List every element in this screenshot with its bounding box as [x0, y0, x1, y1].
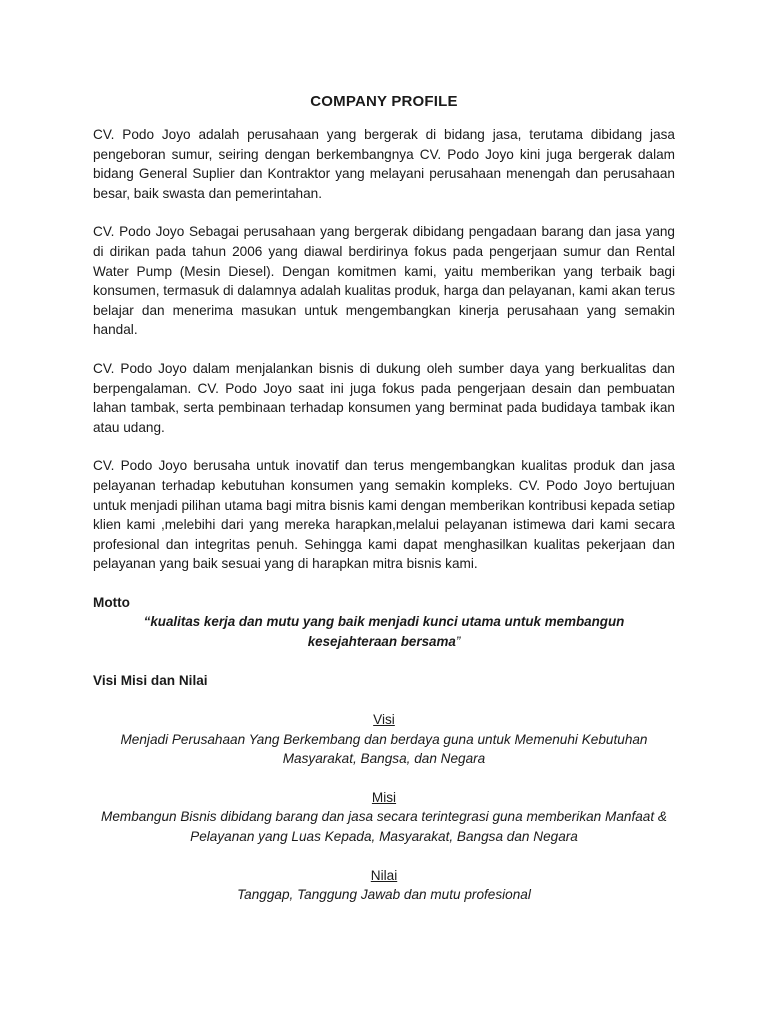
misi-block — [93, 788, 675, 847]
visi-label: Visi — [373, 712, 395, 728]
vmn-heading: Visi Misi dan Nilai — [93, 673, 208, 689]
motto-open-quote: “ — [143, 614, 151, 630]
motto-close-quote: ” — [455, 634, 461, 650]
paragraph-goals: CV. Podo Joyo berusaha untuk inovatif dan terus mengembangkan kualitas produk dan jasa pelayanan terhadap kebutuhan konsumen yang semakin kompleks. CV. Podo Joyo bertujuan untuk menjadi pilihan utama bagi mitra bisnis kami dengan memberikan kontribusi kepada setiap klien kami ,melebihi dari yang mereka harapkan,melalui pelayanan istimewa dari kami secara profesional dan integritas penuh. Sehingga kami dapat menghasilkan kualitas pekerjaan dan pelayanan yang baik sesuai yang di harapkan mitra bisnis kami. — [93, 458, 675, 572]
paragraph-resources: CV. Podo Joyo dalam menjalankan bisnis di dukung oleh sumber daya yang berkualitas dan berpengalaman. CV. Podo Joyo saat ini juga fokus pada pengerjaan desain dan pembuatan lahan tambak, serta pembinaan terhadap konsumen yang berminat pada budidaya tambak ikan atau udang. — [93, 360, 675, 435]
paragraph-intro: CV. Podo Joyo adalah perusahaan yang bergerak di bidang jasa, terutama dibidang jasa pengeboran sumur, seiring dengan berkembangnya CV. Podo Joyo kini juga bergerak dalam bidang General Suplier dan Kontraktor yang melayani perusahaan menengah dan perusahaan besar, baik swasta dan pemerintahan. — [93, 127, 675, 201]
nilai-text: Tanggap, Tanggung Jawab dan mutu profesional — [237, 887, 531, 903]
document-page — [93, 92, 675, 924]
misi-text: Membangun Bisnis dibidang barang dan jasa secara terintegrasi guna memberikan Manfaat & Pelayanan yang Luas Kepada, Masyarakat, Bangsa dan Negara — [101, 809, 667, 845]
nilai-label: Nilai — [370, 867, 398, 883]
visi-block — [93, 710, 675, 769]
motto-heading: Motto — [93, 594, 130, 610]
visi-text: Menjadi Perusahaan Yang Berkembang dan berdaya guna untuk Memenuhi Kebutuhan Masyarakat, Bangsa, dan Negara — [120, 731, 648, 767]
misi-label: Misi — [371, 789, 397, 805]
nilai-block — [93, 866, 675, 905]
motto-text: kualitas kerja dan mutu yang baik menjadi kunci utama untuk membangun kesejahteraan bersama — [150, 614, 625, 650]
motto-text-block — [93, 612, 675, 652]
page-title: COMPANY PROFILE — [310, 93, 458, 110]
paragraph-history: CV. Podo Joyo Sebagai perusahaan yang bergerak dibidang pengadaan barang dan jasa yang di dirikan pada tahun 2006 yang diawal berdirinya fokus pada pengerjaan sumur dan Rental Water Pump (Mesin Diesel). Dengan komitmen kami, yaitu memberikan yang terbaik bagi konsumen, termasuk di dalamnya adalah kualitas produk, harga dan pelayanan, kami akan terus belajar dan menerima masukan untuk mengembangkan kinerja perusahaan yang semakin handal. — [93, 224, 675, 338]
